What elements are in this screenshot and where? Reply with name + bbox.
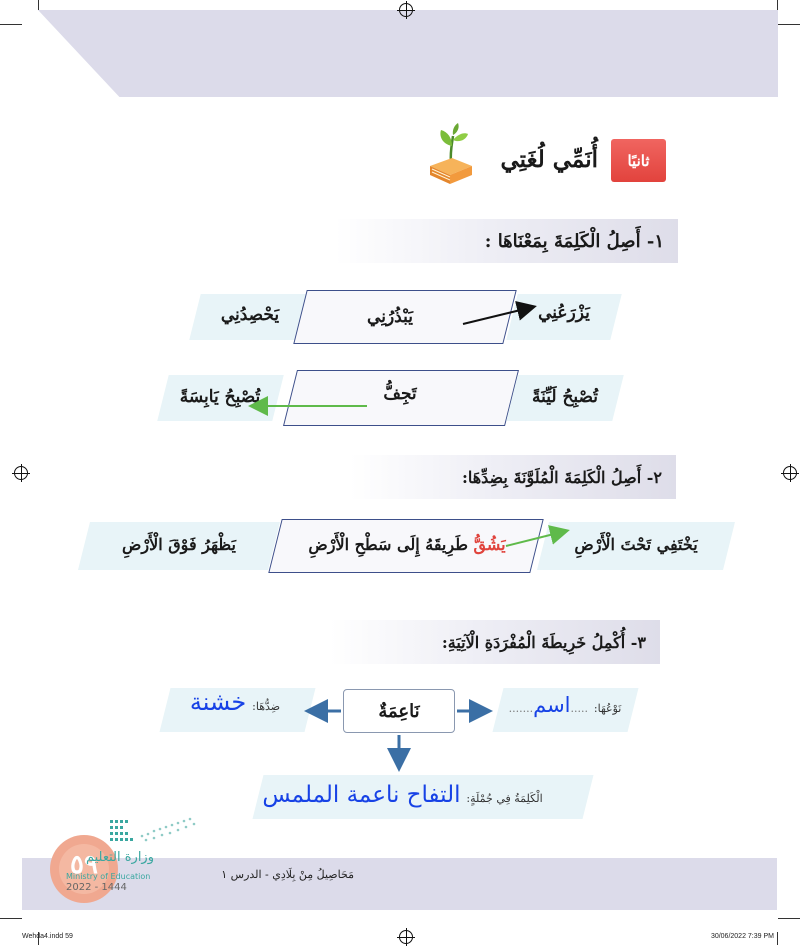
ex2-right-phrase: يَخْتَفِي تَحْتَ الْأَرْضِ [574, 535, 698, 554]
section-badge: ثانيًا [611, 139, 666, 182]
ex2-center-rest: طَرِيقَهُ إِلَى سَطْحِ الْأَرْضِ [308, 535, 474, 554]
type-dots: ....... [508, 702, 534, 715]
lesson-footer: مَحَاصِيلُ مِنْ بِلَادِي - الدرس ١ [221, 868, 354, 881]
type-label: نَوْعُهَا: [593, 702, 622, 715]
ex2-highlight-word: يَشُقُّ [473, 535, 506, 554]
exercise-1-heading-text: ١- أَصِلُ الْكَلِمَةَ بِمَعْنَاهَا : [484, 230, 664, 252]
sentence-answer: التفاح ناعمة الملمس [262, 782, 461, 808]
row1-center-word: يَبْذُرُنِي [367, 307, 413, 327]
row2-left-word: تُصْبِحُ يَابِسَةً [179, 387, 261, 407]
row1-right-word: يَزْرَعُنِي [538, 303, 590, 323]
ministry-name-en: Ministry of Education [66, 872, 151, 881]
page-number: ٥٩ [70, 850, 98, 880]
match-arrow-black [463, 307, 533, 324]
slug-file: Wehda4.indd 59 [22, 933, 73, 940]
section-title: أُنَمِّي لُغَتِي [500, 146, 598, 173]
slug-date: 30/06/2022 7:39 PM [710, 933, 774, 940]
sentence-label: الْكَلِمَةُ فِي جُمْلَةٍ: [466, 792, 543, 805]
type-dots: ..... [570, 702, 588, 715]
ex2-left-phrase: يَظْهَرُ فَوْقَ الْأَرْضِ [122, 535, 236, 554]
exercise-2-heading-text: ٢- أَصِلُ الْكَلِمَةَ الْمُلَوَّنَةَ بِضِدِّهَا: [461, 467, 662, 487]
antonym-label: ضِدُّهَا: [252, 700, 281, 713]
ministry-name-ar: وزارة التعليم [85, 850, 154, 865]
match-arrow-green-2 [506, 531, 566, 546]
row1-left-word: يَحْصِدُنِي [220, 305, 280, 325]
type-answer: اسم [533, 693, 571, 717]
ministry-logo-icon [108, 814, 200, 846]
ministry-year: 2022 - 1444 [66, 882, 127, 893]
row2-right-word: تُصْبِحُ لَيِّنَةً [531, 387, 599, 407]
antonym-answer: خشنة [189, 688, 247, 716]
row2-center-word: تَجِفُّ [383, 384, 417, 404]
center-word-box: نَاعِمَةٌ [343, 689, 455, 733]
exercise-3-heading-text: ٣- أُكْمِلُ خَرِيطَةَ الْمُفْرَدَةِ الْآتِيَةِ: [441, 632, 646, 652]
